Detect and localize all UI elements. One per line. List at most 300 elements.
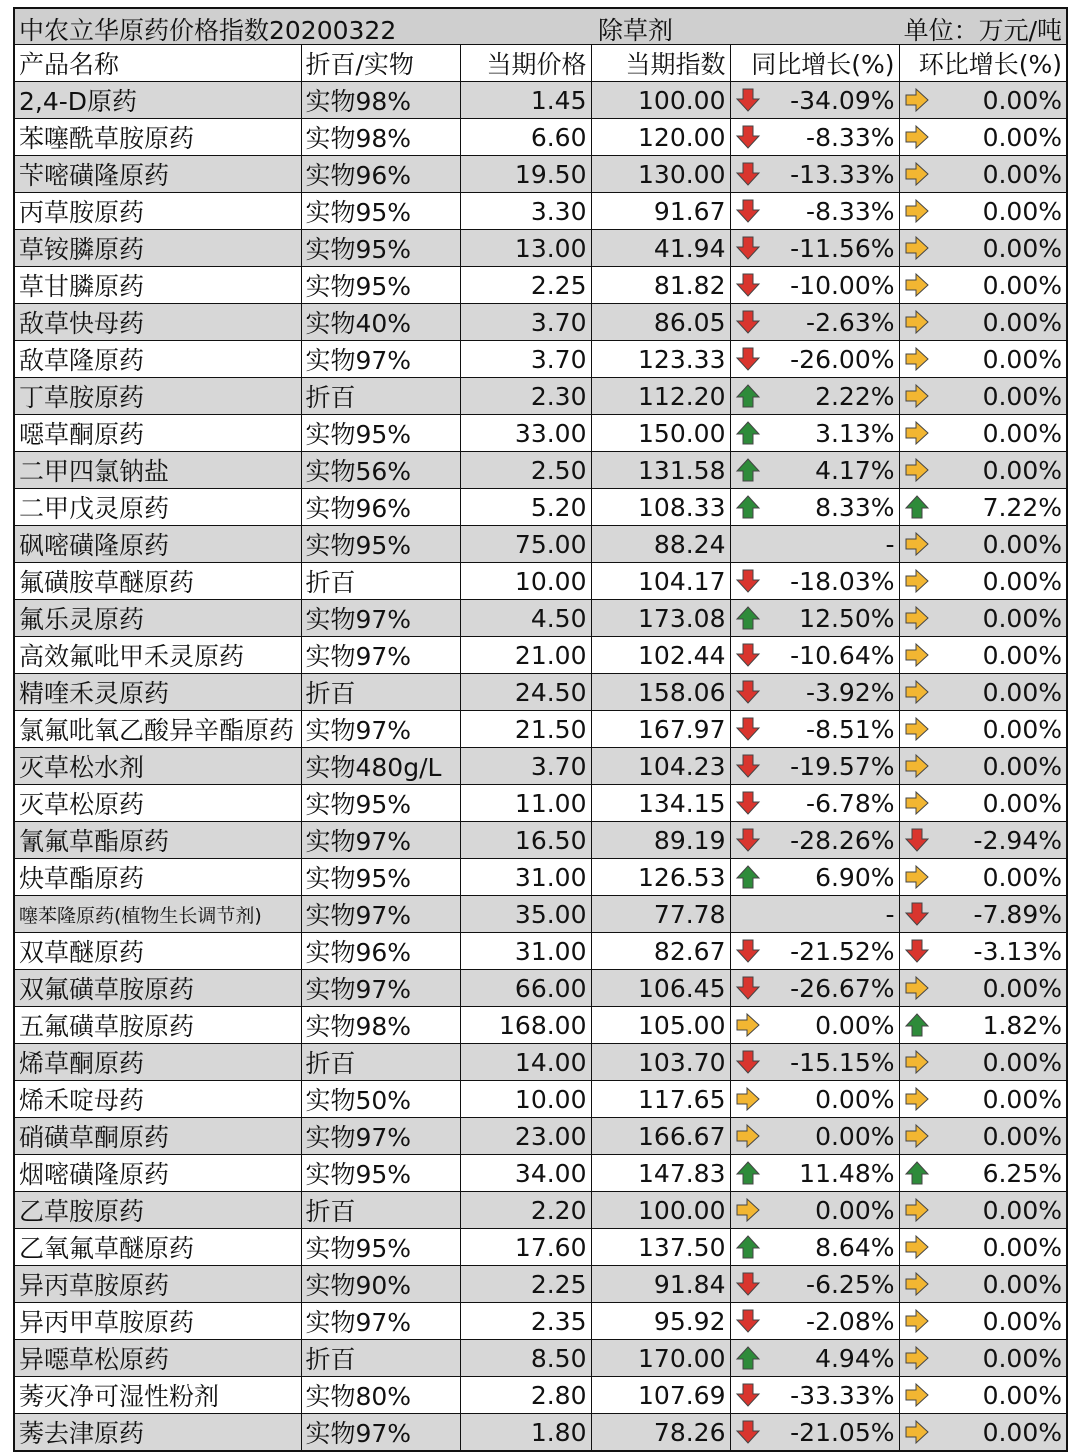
- spec-cell: 实物480g/L: [301, 748, 460, 785]
- product-name: 灭草松原药: [15, 785, 301, 822]
- yoy-cell-value: 12.50%: [799, 603, 895, 633]
- yoy-cell: [730, 859, 899, 896]
- mom-cell-value: 0.00%: [982, 714, 1062, 744]
- mom-cell: [899, 674, 1066, 711]
- table-row: [15, 896, 1066, 933]
- yoy-cell-value: -21.05%: [790, 1417, 895, 1447]
- yoy-cell: [730, 563, 899, 600]
- spec-cell: 折百: [301, 1044, 460, 1081]
- spec-cell: 实物95%: [301, 230, 460, 267]
- index-cell: 120.00: [591, 119, 730, 156]
- product-name: 异丙甲草胺原药: [15, 1303, 301, 1340]
- yoy-cell: [730, 1377, 899, 1414]
- mom-cell-value: 0.00%: [982, 270, 1062, 300]
- table-row: [15, 1229, 1066, 1266]
- price-cell: 11.00: [460, 785, 591, 822]
- yoy-cell: [730, 82, 899, 119]
- index-cell: 170.00: [591, 1340, 730, 1377]
- mom-cell: [899, 415, 1066, 452]
- yoy-cell: [730, 1007, 899, 1044]
- product-name: 精喹禾灵原药: [15, 674, 301, 711]
- price-cell: 3.30: [460, 193, 591, 230]
- down-arrow-icon: [735, 568, 761, 594]
- mom-cell: [899, 267, 1066, 304]
- yoy-cell: [730, 637, 899, 674]
- yoy-cell-value: 0.00%: [815, 1010, 895, 1040]
- mom-cell-value: 1.82%: [982, 1010, 1062, 1040]
- yoy-cell-value: 4.94%: [815, 1343, 895, 1373]
- price-cell: 2.20: [460, 1192, 591, 1229]
- mom-cell-value: 0.00%: [982, 1195, 1062, 1225]
- mom-cell-value: 0.00%: [982, 233, 1062, 263]
- right-arrow-icon: [904, 1382, 930, 1408]
- mom-cell: [899, 156, 1066, 193]
- mom-cell: [899, 378, 1066, 415]
- product-name: 硝磺草酮原药: [15, 1118, 301, 1155]
- yoy-cell: [730, 785, 899, 822]
- table-row: [15, 156, 1066, 193]
- mom-cell: [899, 637, 1066, 674]
- mom-cell-value: 0.00%: [982, 159, 1062, 189]
- mom-cell-value: 0.00%: [982, 603, 1062, 633]
- right-arrow-icon: [904, 1308, 930, 1334]
- right-arrow-icon: [904, 87, 930, 113]
- index-cell: 107.69: [591, 1377, 730, 1414]
- product-name: 双草醚原药: [15, 933, 301, 970]
- right-arrow-icon: [904, 642, 930, 668]
- yoy-cell-value: 8.64%: [815, 1232, 895, 1262]
- yoy-cell: [730, 119, 899, 156]
- mom-cell: [899, 748, 1066, 785]
- index-cell: 131.58: [591, 452, 730, 489]
- product-name: 氟磺胺草醚原药: [15, 563, 301, 600]
- mom-cell: [899, 1229, 1066, 1266]
- table-row: [15, 1155, 1066, 1192]
- yoy-cell-value: -33.33%: [790, 1380, 895, 1410]
- yoy-cell: [730, 193, 899, 230]
- price-cell: 10.00: [460, 1081, 591, 1118]
- product-name: 氟乐灵原药: [15, 600, 301, 637]
- mom-cell-value: 0.00%: [982, 862, 1062, 892]
- mom-cell: [899, 341, 1066, 378]
- down-arrow-icon: [904, 827, 930, 853]
- mom-cell: [899, 785, 1066, 822]
- right-arrow-icon: [904, 1197, 930, 1223]
- index-cell: 147.83: [591, 1155, 730, 1192]
- product-name: 二甲戊灵原药: [15, 489, 301, 526]
- product-name: 异噁草松原药: [15, 1340, 301, 1377]
- mom-cell: [899, 1377, 1066, 1414]
- mom-cell-value: 0.00%: [982, 307, 1062, 337]
- price-cell: 10.00: [460, 563, 591, 600]
- right-arrow-icon: [904, 420, 930, 446]
- column-header-spec: 折百/实物: [301, 45, 460, 82]
- yoy-cell-value: -18.03%: [790, 566, 895, 596]
- yoy-cell-value: 0.00%: [815, 1195, 895, 1225]
- mom-cell: [899, 452, 1066, 489]
- spec-cell: 实物97%: [301, 1303, 460, 1340]
- mom-cell-value: 0.00%: [982, 122, 1062, 152]
- mom-cell: [899, 822, 1066, 859]
- table-row: [15, 82, 1066, 119]
- index-cell: 130.00: [591, 156, 730, 193]
- mom-cell: [899, 1340, 1066, 1377]
- index-cell: 105.00: [591, 1007, 730, 1044]
- down-arrow-icon: [735, 161, 761, 187]
- spec-cell: 实物40%: [301, 304, 460, 341]
- yoy-cell: [730, 1192, 899, 1229]
- table-row: [15, 748, 1066, 785]
- up-arrow-icon: [904, 494, 930, 520]
- product-name: 苄嘧磺隆原药: [15, 156, 301, 193]
- mom-cell-value: 0.00%: [982, 85, 1062, 115]
- mom-cell-value: 6.25%: [982, 1158, 1062, 1188]
- table-row: [15, 304, 1066, 341]
- table-row: [15, 489, 1066, 526]
- mom-cell: [899, 1155, 1066, 1192]
- spec-cell: 实物50%: [301, 1081, 460, 1118]
- spec-cell: 实物95%: [301, 526, 460, 563]
- price-cell: 75.00: [460, 526, 591, 563]
- right-arrow-icon: [904, 790, 930, 816]
- up-arrow-icon: [735, 457, 761, 483]
- right-arrow-icon: [904, 1419, 930, 1445]
- price-cell: 16.50: [460, 822, 591, 859]
- yoy-cell-value: -15.15%: [790, 1047, 895, 1077]
- spec-cell: 实物97%: [301, 1118, 460, 1155]
- table-row: [15, 1007, 1066, 1044]
- right-arrow-icon: [904, 531, 930, 557]
- table-row: [15, 119, 1066, 156]
- product-name: 噻苯隆原药(植物生长调节剂): [15, 896, 301, 933]
- index-cell: 103.70: [591, 1044, 730, 1081]
- index-cell: 104.17: [591, 563, 730, 600]
- yoy-cell: [730, 1414, 899, 1451]
- index-cell: 77.78: [591, 896, 730, 933]
- table-row: [15, 822, 1066, 859]
- table-row: [15, 1118, 1066, 1155]
- product-name: 双氟磺草胺原药: [15, 970, 301, 1007]
- yoy-cell: [730, 378, 899, 415]
- index-cell: 88.24: [591, 526, 730, 563]
- product-name: 莠灭净可湿性粉剂: [15, 1377, 301, 1414]
- spec-cell: 实物96%: [301, 933, 460, 970]
- yoy-cell: [730, 1081, 899, 1118]
- spec-cell: 实物97%: [301, 600, 460, 637]
- right-arrow-icon: [904, 605, 930, 631]
- price-cell: 31.00: [460, 933, 591, 970]
- price-cell: 23.00: [460, 1118, 591, 1155]
- down-arrow-icon: [735, 679, 761, 705]
- product-name: 异丙草胺原药: [15, 1266, 301, 1303]
- spec-cell: 折百: [301, 1192, 460, 1229]
- right-arrow-icon: [904, 1049, 930, 1075]
- right-arrow-icon: [904, 1123, 930, 1149]
- table-row: [15, 859, 1066, 896]
- mom-cell: [899, 1007, 1066, 1044]
- spec-cell: 实物97%: [301, 1414, 460, 1451]
- table-row: [15, 711, 1066, 748]
- index-cell: 126.53: [591, 859, 730, 896]
- index-cell: 100.00: [591, 82, 730, 119]
- index-cell: 150.00: [591, 415, 730, 452]
- product-name: 乙草胺原药: [15, 1192, 301, 1229]
- right-arrow-icon: [735, 1012, 761, 1038]
- mom-cell: [899, 970, 1066, 1007]
- index-cell: 78.26: [591, 1414, 730, 1451]
- mom-cell: [899, 711, 1066, 748]
- mom-cell-value: 0.00%: [982, 566, 1062, 596]
- yoy-cell: [730, 267, 899, 304]
- down-arrow-icon: [735, 87, 761, 113]
- index-cell: 112.20: [591, 378, 730, 415]
- right-arrow-icon: [904, 1271, 930, 1297]
- table-row: [15, 1081, 1066, 1118]
- mom-cell-value: 0.00%: [982, 1380, 1062, 1410]
- index-cell: 166.67: [591, 1118, 730, 1155]
- up-arrow-icon: [735, 1345, 761, 1371]
- yoy-cell-value: -6.78%: [806, 788, 895, 818]
- down-arrow-icon: [904, 938, 930, 964]
- yoy-cell: [730, 341, 899, 378]
- yoy-cell-value: 0.00%: [815, 1084, 895, 1114]
- down-arrow-icon: [735, 309, 761, 335]
- index-cell: 100.00: [591, 1192, 730, 1229]
- index-cell: 104.23: [591, 748, 730, 785]
- table-row: [15, 230, 1066, 267]
- right-arrow-icon: [904, 716, 930, 742]
- yoy-cell: [730, 896, 899, 933]
- spec-cell: 实物95%: [301, 785, 460, 822]
- price-cell: 31.00: [460, 859, 591, 896]
- index-cell: 82.67: [591, 933, 730, 970]
- mom-cell: [899, 600, 1066, 637]
- yoy-cell: [730, 600, 899, 637]
- price-table: [15, 45, 1066, 1450]
- mom-cell-value: 0.00%: [982, 196, 1062, 226]
- price-cell: 66.00: [460, 970, 591, 1007]
- yoy-cell-value: 8.33%: [815, 492, 895, 522]
- up-arrow-icon: [904, 1160, 930, 1186]
- right-arrow-icon: [735, 1197, 761, 1223]
- mom-cell: [899, 1414, 1066, 1451]
- up-arrow-icon: [735, 383, 761, 409]
- spec-cell: 实物95%: [301, 193, 460, 230]
- down-arrow-icon: [735, 272, 761, 298]
- product-name: 2,4-D原药: [15, 82, 301, 119]
- table-row: [15, 637, 1066, 674]
- spec-cell: 折百: [301, 1340, 460, 1377]
- mom-cell-value: 0.00%: [982, 529, 1062, 559]
- mom-cell: [899, 119, 1066, 156]
- mom-cell-value: 0.00%: [982, 344, 1062, 374]
- mom-cell-value: 0.00%: [982, 677, 1062, 707]
- right-arrow-icon: [904, 1345, 930, 1371]
- spec-cell: 实物96%: [301, 156, 460, 193]
- spec-cell: 实物97%: [301, 711, 460, 748]
- mom-cell: [899, 1081, 1066, 1118]
- mom-cell-value: 0.00%: [982, 1417, 1062, 1447]
- right-arrow-icon: [904, 272, 930, 298]
- up-arrow-icon: [735, 1234, 761, 1260]
- down-arrow-icon: [735, 124, 761, 150]
- column-header-yoy: 同比增长(%): [730, 45, 899, 82]
- mom-cell: [899, 489, 1066, 526]
- yoy-cell: [730, 156, 899, 193]
- price-cell: 1.80: [460, 1414, 591, 1451]
- mom-cell: [899, 82, 1066, 119]
- yoy-cell-value: -8.51%: [806, 714, 895, 744]
- index-cell: 41.94: [591, 230, 730, 267]
- mom-cell-value: 0.00%: [982, 1047, 1062, 1077]
- mom-cell: [899, 304, 1066, 341]
- right-arrow-icon: [904, 124, 930, 150]
- product-name: 苯噻酰草胺原药: [15, 119, 301, 156]
- index-cell: 117.65: [591, 1081, 730, 1118]
- index-cell: 89.19: [591, 822, 730, 859]
- price-cell: 13.00: [460, 230, 591, 267]
- right-arrow-icon: [904, 346, 930, 372]
- spec-cell: 折百: [301, 674, 460, 711]
- index-cell: 123.33: [591, 341, 730, 378]
- price-cell: 34.00: [460, 1155, 591, 1192]
- product-name: 草甘膦原药: [15, 267, 301, 304]
- down-arrow-icon: [735, 198, 761, 224]
- right-arrow-icon: [904, 1086, 930, 1112]
- right-arrow-icon: [904, 679, 930, 705]
- yoy-cell-value: -26.67%: [790, 973, 895, 1003]
- table-row: [15, 1377, 1066, 1414]
- mom-cell-value: 0.00%: [982, 751, 1062, 781]
- mom-cell: [899, 1192, 1066, 1229]
- yoy-cell-value: 2.22%: [815, 381, 895, 411]
- price-cell: 3.70: [460, 748, 591, 785]
- yoy-cell-value: -3.92%: [806, 677, 895, 707]
- product-name: 敌草快母药: [15, 304, 301, 341]
- spec-cell: 实物95%: [301, 267, 460, 304]
- price-cell: 2.50: [460, 452, 591, 489]
- yoy-cell: [730, 230, 899, 267]
- yoy-cell-value: -: [885, 529, 895, 559]
- price-cell: 33.00: [460, 415, 591, 452]
- yoy-cell-value: -10.00%: [790, 270, 895, 300]
- mom-cell-value: 0.00%: [982, 1232, 1062, 1262]
- mom-cell: [899, 1266, 1066, 1303]
- yoy-cell-value: -8.33%: [806, 122, 895, 152]
- product-name: 烯禾啶母药: [15, 1081, 301, 1118]
- sheet-header: [15, 9, 1066, 45]
- mom-cell: [899, 193, 1066, 230]
- table-row: [15, 1303, 1066, 1340]
- price-cell: 168.00: [460, 1007, 591, 1044]
- table-row: [15, 785, 1066, 822]
- mom-cell-value: 0.00%: [982, 1084, 1062, 1114]
- yoy-cell-value: -13.33%: [790, 159, 895, 189]
- product-name: 草铵膦原药: [15, 230, 301, 267]
- down-arrow-icon: [735, 975, 761, 1001]
- mom-cell-value: 0.00%: [982, 973, 1062, 1003]
- index-cell: 137.50: [591, 1229, 730, 1266]
- price-cell: 2.30: [460, 378, 591, 415]
- mom-cell-value: -2.94%: [973, 825, 1062, 855]
- index-cell: 81.82: [591, 267, 730, 304]
- mom-cell-value: 0.00%: [982, 1121, 1062, 1151]
- price-cell: 21.00: [460, 637, 591, 674]
- index-cell: 102.44: [591, 637, 730, 674]
- yoy-cell-value: -34.09%: [790, 85, 895, 115]
- table-row: [15, 1044, 1066, 1081]
- mom-cell-value: -7.89%: [973, 899, 1062, 929]
- yoy-cell-value: -6.25%: [806, 1269, 895, 1299]
- table-row: [15, 600, 1066, 637]
- price-cell: 3.70: [460, 304, 591, 341]
- product-name: 丁草胺原药: [15, 378, 301, 415]
- mom-cell: [899, 933, 1066, 970]
- right-arrow-icon: [735, 1123, 761, 1149]
- down-arrow-icon: [735, 790, 761, 816]
- price-cell: 1.45: [460, 82, 591, 119]
- spec-cell: 实物90%: [301, 1266, 460, 1303]
- mom-cell: [899, 896, 1066, 933]
- mom-cell-value: 0.00%: [982, 455, 1062, 485]
- yoy-cell: [730, 489, 899, 526]
- price-cell: 35.00: [460, 896, 591, 933]
- column-header-name: 产品名称: [15, 45, 301, 82]
- yoy-cell: [730, 1044, 899, 1081]
- yoy-cell-value: -21.52%: [790, 936, 895, 966]
- mom-cell: [899, 1118, 1066, 1155]
- mom-cell: [899, 526, 1066, 563]
- mom-cell: [899, 563, 1066, 600]
- column-header-row: [15, 45, 1066, 82]
- yoy-cell: [730, 1229, 899, 1266]
- table-row: [15, 341, 1066, 378]
- index-cell: 108.33: [591, 489, 730, 526]
- price-cell: 3.70: [460, 341, 591, 378]
- table-row: [15, 193, 1066, 230]
- down-arrow-icon: [735, 642, 761, 668]
- yoy-cell: [730, 1303, 899, 1340]
- product-name: 高效氟吡甲禾灵原药: [15, 637, 301, 674]
- up-arrow-icon: [735, 864, 761, 890]
- category-label: 除草剂: [598, 16, 674, 45]
- spec-cell: 实物56%: [301, 452, 460, 489]
- price-cell: 2.80: [460, 1377, 591, 1414]
- spec-cell: 实物98%: [301, 82, 460, 119]
- yoy-cell: [730, 1340, 899, 1377]
- yoy-cell-value: -2.63%: [806, 307, 895, 337]
- right-arrow-icon: [904, 1234, 930, 1260]
- up-arrow-icon: [735, 605, 761, 631]
- mom-cell-value: 0.00%: [982, 381, 1062, 411]
- yoy-cell-value: 11.48%: [799, 1158, 895, 1188]
- spec-cell: 实物97%: [301, 896, 460, 933]
- right-arrow-icon: [904, 383, 930, 409]
- price-cell: 4.50: [460, 600, 591, 637]
- yoy-cell-value: -28.26%: [790, 825, 895, 855]
- right-arrow-icon: [904, 753, 930, 779]
- table-row: [15, 1266, 1066, 1303]
- yoy-cell: [730, 1155, 899, 1192]
- spec-cell: 实物95%: [301, 1229, 460, 1266]
- mom-cell: [899, 1044, 1066, 1081]
- right-arrow-icon: [904, 309, 930, 335]
- right-arrow-icon: [904, 161, 930, 187]
- price-cell: 2.25: [460, 1266, 591, 1303]
- table-row: [15, 1340, 1066, 1377]
- index-cell: 86.05: [591, 304, 730, 341]
- price-index-sheet: [13, 7, 1068, 1452]
